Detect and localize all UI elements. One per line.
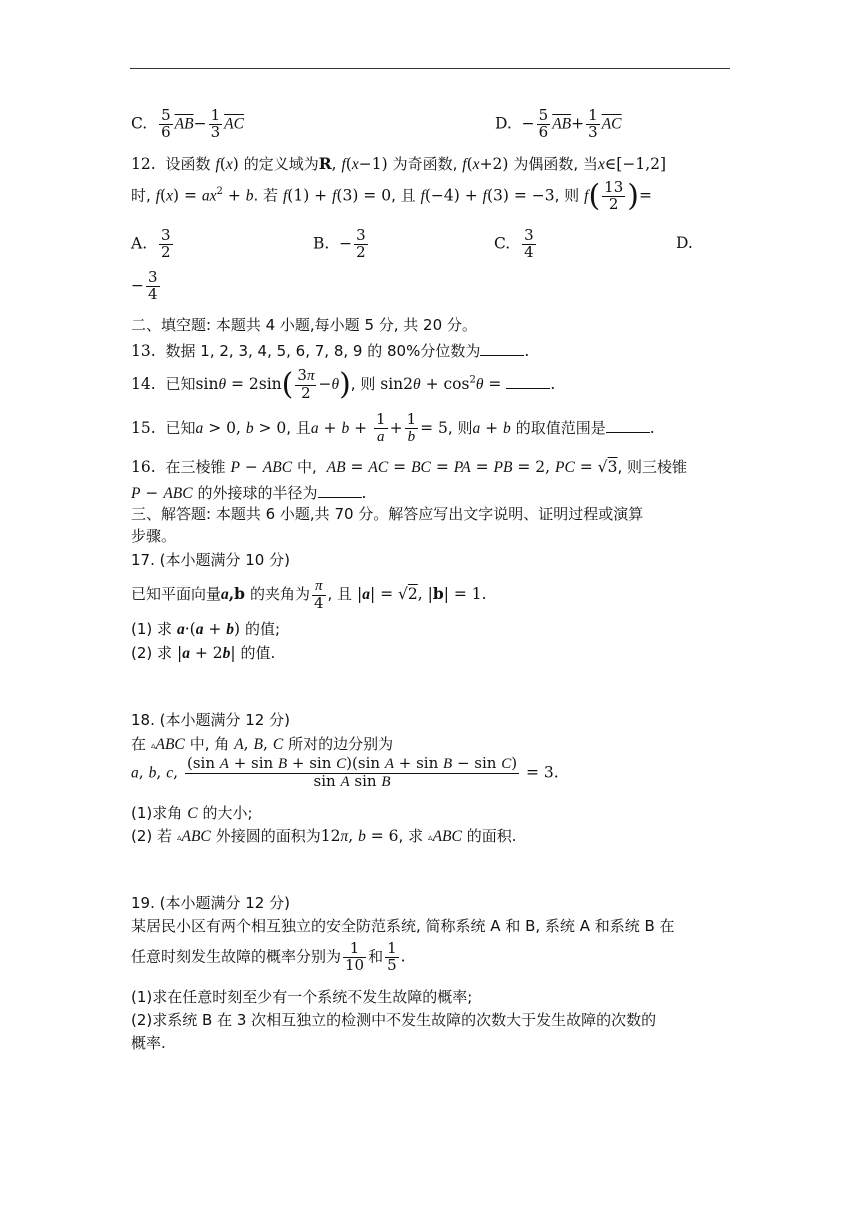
q11-option-c: C. $\frac{5}{6}$ $\overline{AB}-$ $\frac{1}{3}$ $\overline{AC}$ xyxy=(131,106,244,141)
q12-option-a: A. $\frac{3}{2}$ xyxy=(131,226,171,261)
q19-part1: (1)求在任意时刻至少有一个系统不发生故障的概率; xyxy=(131,988,473,1006)
answer-blank xyxy=(318,483,362,498)
answer-blank xyxy=(606,418,650,433)
q12-option-d-label: D. xyxy=(676,234,693,252)
q15: 15. 已知a > 0, b > 0, 且a + b + $\frac{1}{a}$ + $\frac{1}{b}$ = 5, 则a + b 的取值范围是 . xyxy=(131,410,655,445)
q19-line2: 任意时刻发生故障的概率分别为 $\frac{1}{10}$ 和 $\frac{1}{5}$ . xyxy=(131,939,406,974)
answer-blank xyxy=(480,341,524,356)
section-fill-in-heading: 二、填空题: 本题共 4 小题,每小题 5 分, 共 20 分。 xyxy=(131,316,477,334)
section-solve-heading: 三、解答题: 本题共 6 小题,共 70 分。解答应写出文字说明、证明过程或演算 xyxy=(131,505,644,523)
q17-part1: (1) 求 a·(a + b) 的值; xyxy=(131,620,281,638)
header-rule xyxy=(130,68,730,69)
q11-option-d: D. − $\frac{5}{6}$ $\overline{AB}+$ $\frac{1}{3}$ $\overline{AC}$ xyxy=(495,106,622,141)
q16-line2: P − ABC 的外接球的半径为 . xyxy=(131,484,367,502)
q19-part2-cont: 概率. xyxy=(131,1034,166,1052)
q12-line1: 12. 设函数 f(x) 的定义域为R, f(x−1) 为奇函数, f(x+2) 为偶函数, 当x∈[−1,2] xyxy=(131,154,667,173)
q19-part2: (2)求系统 B 在 3 次相互独立的检测中不发生故障的次数大于发生故障的次数的 xyxy=(131,1011,657,1029)
q18-part1: (1)求角 C 的大小; xyxy=(131,804,253,822)
q17-part2: (2) 求 |a + 2b| 的值. xyxy=(131,644,276,662)
q16-line1: 16. 在三棱锥 P − ABC 中, AB = AC = BC = PA = PB = 2, PC = √3, 则三棱锥 xyxy=(131,458,687,476)
q17-heading: 17. (本小题满分 10 分) xyxy=(131,551,290,569)
q14: 14. 已知sinθ = 2sin( $\frac{3\pi}{2}$ −θ), 则 $\sin 2\theta + \cos^2\theta$ = . xyxy=(131,366,556,402)
section-solve-heading-cont: 步骤。 xyxy=(131,527,177,545)
q12-line2: 时, $f(x) = ax^2 + b$. 若 f(1) + f(3) = 0, 且 f(−4) + f(3) = −3, 则 f( $\frac{13}{2}$ )= xyxy=(131,178,652,214)
q19-heading: 19. (本小题满分 12 分) xyxy=(131,894,290,912)
q12-option-d-value: − $\frac{3}{4}$ xyxy=(131,268,158,303)
q17-stem: 已知平面向量a,b 的夹角为 $\frac{\pi}{4}$ , 且 |a| = √2, |b| = 1. xyxy=(131,578,487,612)
answer-blank xyxy=(506,374,550,389)
q18-formula: a, b, c, $\frac{\text{(sin A + sin B + sin C)(sin A + sin B − sin C)}}{\text{sin A sin B}}$ = 3. xyxy=(131,754,559,790)
q18-part2: (2) 若 ▵ABC 外接圆的面积为12π, b = 6, 求 ▵ABC 的面积. xyxy=(131,827,517,845)
q12-option-c: C. $\frac{3}{4}$ xyxy=(494,226,534,261)
q12-option-b: B. − $\frac{3}{2}$ xyxy=(313,226,366,261)
q18-heading: 18. (本小题满分 12 分) xyxy=(131,711,290,729)
q19-line1: 某居民小区有两个相互独立的安全防范系统, 简称系统 A 和 B, 系统 A 和系统 B 在 xyxy=(131,917,675,935)
q18-stem: 在 ▵ABC 中, 角 A, B, C 所对的边分别为 xyxy=(131,735,394,753)
q13: 13. 数据 1, 2, 3, 4, 5, 6, 7, 8, 9 的 80%分位数为 . xyxy=(131,342,530,360)
